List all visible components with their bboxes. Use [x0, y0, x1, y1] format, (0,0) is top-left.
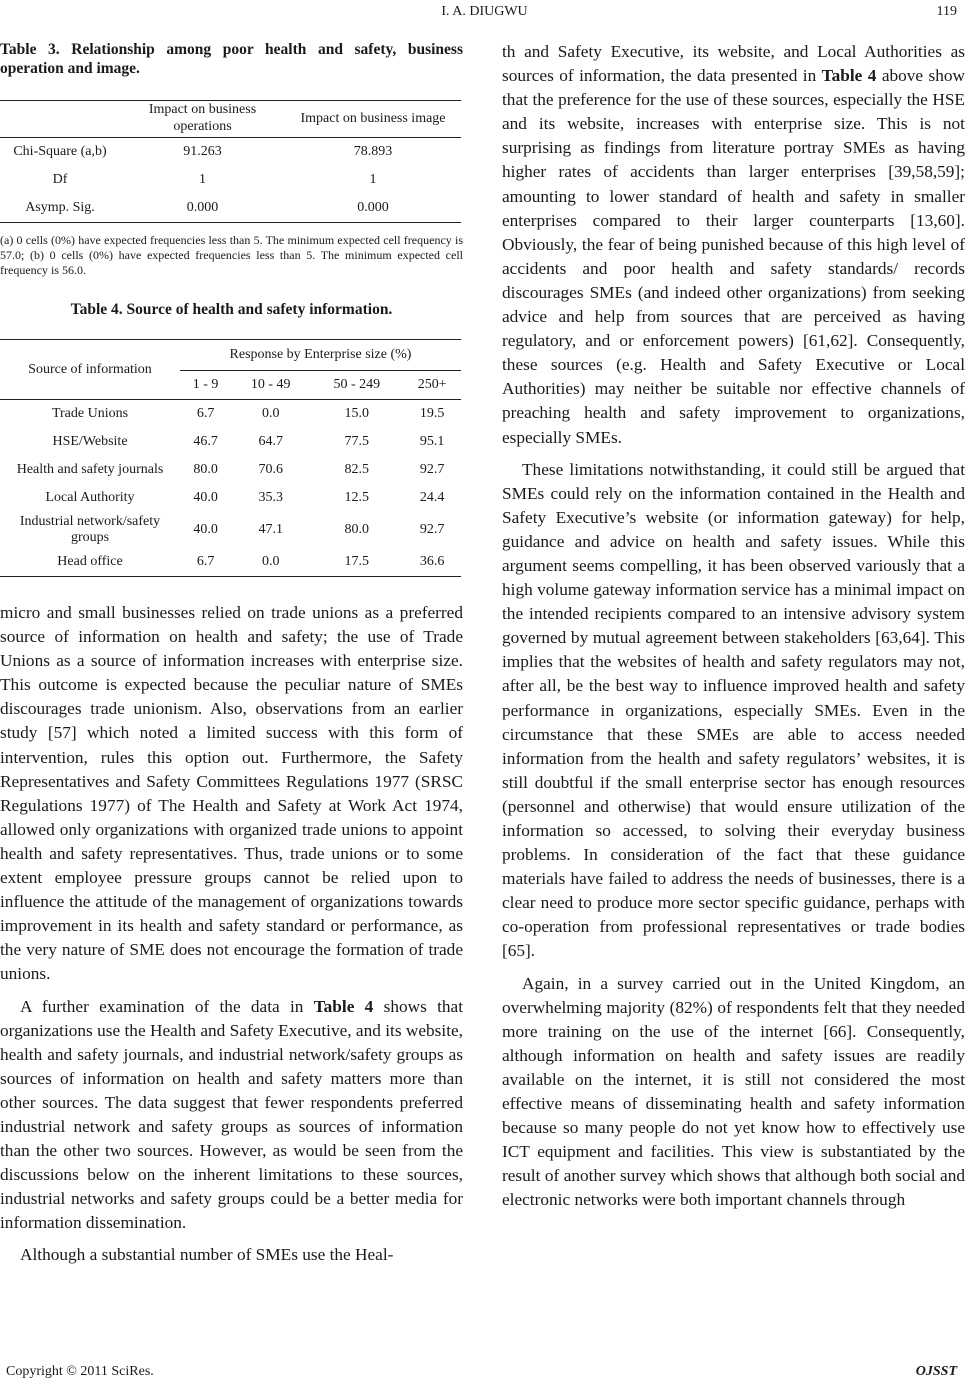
cell-value: 35.3 — [258, 490, 283, 505]
table4-span-header: Response by Enterprise size (%) — [180, 340, 461, 371]
paragraph-text: above show that the preference for the use of these sources, especially the HSE and its website, increases with enterprise size. This is not surprising as findings from literature portray SMEs as having higher rates of accidents than larger enterprises [39,58,59]; amounting to lower standard of health and safety in smaller enterprises compared to their larger counterparts [13,60]. Obviously, the fear of being punished because of this high level of accidents and poor health and safety standards/ records discourages SMEs (and indeed other organizations) from seeking advice and help from sources that are perceived as having regulatory, and or enforcement powers) [61,62]. Consequently, these sources (e.g. Health and Safety Executive or Local Authorities) may neither be suitable nor effective channels of preaching health and safety improvement to organizations, especially SMEs. — [502, 66, 965, 447]
body-paragraph — [0, 995, 463, 1236]
table-row — [0, 166, 461, 194]
cell-value: 12.5 — [344, 490, 370, 505]
row-label: HSE/Website — [52, 434, 128, 449]
table4-caption: Table 4. Source of health and safety information. — [70, 301, 393, 318]
table3-col-business-operations: Impact on business operations — [120, 101, 285, 138]
paragraph-text: A further examination of the data in — [20, 996, 314, 1016]
size-header: 50 - 249 — [310, 371, 403, 400]
cell-value: 78.893 — [353, 144, 393, 159]
cell-value: 0.0 — [261, 406, 280, 421]
table3-caption: Table 3. Relationship among poor health and safety, business operation and image. — [0, 41, 463, 77]
cell-value: 15.0 — [344, 406, 370, 421]
table4 — [0, 339, 461, 577]
cell-value: 0.000 — [285, 194, 461, 223]
row-label: Trade Unions — [51, 406, 129, 421]
cell-value: 40.0 — [193, 490, 218, 505]
cell-value: 80.0 — [344, 522, 370, 537]
cell-value: 6.7 — [180, 548, 231, 577]
cell-value: 80.0 — [193, 462, 218, 477]
cell-value: 64.7 — [258, 434, 283, 449]
cell-value: 92.7 — [419, 462, 445, 477]
cell-value: 24.4 — [419, 490, 445, 505]
cell-value: 36.6 — [403, 548, 461, 577]
cell-value: 1 — [199, 172, 206, 187]
cell-value: 17.5 — [310, 548, 403, 577]
table-row — [0, 194, 461, 223]
body-paragraph: micro and small businesses relied on trade unions as a preferred source of information on health and safety; the use of Trade Unions as a source of information increases with enterprise size. This outcome is expected because the peculiar nature of SMEs discourages trade unionism. Also, observations from an earlier study [57] which noted a limited success with this form of intervention, rules this option out. Furthermore, the Safety Representatives and Safety Committees Regulations 1977 (SRSC Regulations 1977) of The Health and Safety at Work Act 1974, allowed only organizations with organized trade unions to appoint health and safety representatives. Thus, trade unions or to some extent employee pressure groups cannot be relied upon to influence the attitude of the management of organizations towards improvement in its health and safety standard or performance, as the very nature of SME does not encourage the formation of trade unions. — [0, 603, 463, 984]
right-column — [502, 40, 965, 1213]
paragraph-text: shows that organizations use the Health and Safety Executive, and its website, health and safety journals, and industrial network/safety groups as sources of information on health and safety matters more than other sources. The data suggest that fewer respondents preferred industrial network and safety groups as sources of information than the other two sources. However, as would be seen from the discussions below on the inherent limitations to these sources, industrial networks and safety groups could be a better media for information dissemination. — [0, 996, 464, 1233]
row-label: Chi-Square (a,b) — [13, 144, 107, 159]
size-header: 1 - 9 — [180, 371, 231, 400]
cell-value: 46.7 — [193, 434, 218, 449]
cell-value: 82.5 — [344, 462, 370, 477]
running-head-author: I. A. DIUGWU — [441, 4, 528, 19]
journal-name: OJSST — [915, 1364, 957, 1379]
copyright-notice: Copyright © 2011 SciRes. — [6, 1364, 154, 1379]
page-header — [0, 4, 969, 24]
table-reference: Table 4 — [313, 996, 374, 1016]
paragraph-text: th and Safety Executive, its website, and Local Authorities as sources of information, the data presented in — [502, 42, 965, 86]
row-label: Industrial network/safety groups — [19, 514, 161, 545]
table-row — [0, 456, 461, 484]
cell-value: 19.5 — [419, 406, 445, 421]
row-label: Head office — [0, 548, 180, 577]
table3-col-business-image: Impact on business image — [285, 101, 461, 138]
cell-value: 47.1 — [258, 522, 283, 537]
size-header: 10 - 49 — [231, 371, 310, 400]
table3-corner — [0, 101, 120, 138]
row-label: Local Authority — [45, 490, 135, 505]
table-row — [0, 512, 461, 548]
table-row — [0, 428, 461, 456]
cell-value: 0.000 — [120, 194, 285, 223]
row-label: Health and safety journals — [16, 462, 164, 477]
cell-value: 40.0 — [193, 522, 218, 537]
body-paragraph: These limitations notwithstanding, it could still be argued that SMEs could rely on the information contained in the Health and Safety Executive’s website (or information gateway) for help, guidance and advice on health and safety issues. While this argument seems compelling, it has been observed variously that a high volume gateway information service has a minimal impact on the intended recipients compared to an intensive advisory system governed by mutual agreement between stakeholders [63,64]. This implies that the websites of health and safety regulators may not, after all, be the best way to influence improved health and safety performance in organizations, especially SMEs. Even in the circumstance that these SMEs are able to access needed information from the health and safety regulators’ websites, it is still doubtful if the small enterprise sector has enough resources (personnel and otherwise) that would ensure utilization of the information so accessed, to solving their everyday business problems. In consideration of the fact that these guidance materials have failed to address the needs of businesses, there is a clear need to produce more sector specific guidance, perhaps with co-operation from professional representatives or trade bodies [65]. — [502, 459, 965, 961]
table3-footnote: (a) 0 cells (0%) have expected frequencies less than 5. The minimum expected cell frequency is 57.0; (b) 0 cells (0%) have expected frequencies less than 5. The minimum expected cell frequency is 56.0. — [0, 233, 463, 277]
cell-value: 6.7 — [196, 406, 215, 421]
table-row — [0, 484, 461, 512]
cell-value: 92.7 — [419, 522, 445, 537]
table4-source-header: Source of information — [0, 340, 180, 400]
cell-value: 1 — [369, 172, 377, 187]
left-column — [0, 40, 463, 1268]
cell-value: 0.0 — [231, 548, 310, 577]
row-label: Df — [52, 172, 68, 187]
size-header: 250+ — [403, 371, 461, 400]
body-paragraph: Although a substantial number of SMEs use the Heal- — [20, 1245, 394, 1265]
table-row — [0, 400, 461, 429]
table-reference: Table 4 — [821, 66, 877, 86]
cell-value: 77.5 — [344, 434, 370, 449]
table-row — [0, 138, 461, 167]
cell-value: 70.6 — [258, 462, 283, 477]
table3 — [0, 100, 461, 223]
body-paragraph: Again, in a survey carried out in the United Kingdom, an overwhelming majority (82%) of respondents felt that they needed more training on the use of the internet [66]. Consequently, although information on health and safety issues are readily available on the internet, it is still not considered the most effective means of disseminating health and safety information because so many people do not yet know how to effectively use ICT equipment and facilities. This view is substantiated by the result of another survey which shows that although both social and electronic networks were both important channels through — [502, 973, 965, 1210]
body-paragraph — [502, 40, 965, 450]
row-label: Asymp. Sig. — [0, 194, 120, 223]
table-row — [0, 548, 461, 577]
cell-value: 95.1 — [419, 434, 445, 449]
page-number: 119 — [936, 4, 957, 19]
cell-value: 91.263 — [183, 144, 222, 159]
